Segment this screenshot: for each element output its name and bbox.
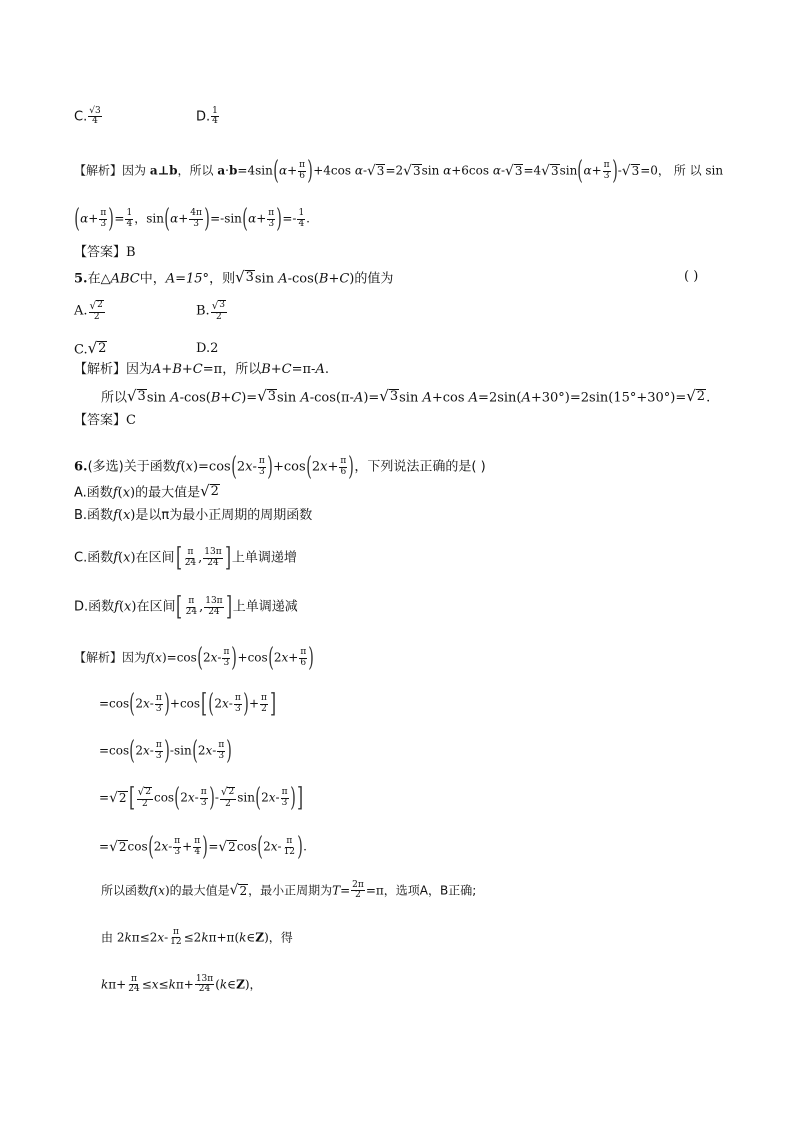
q5-option-a: A. √ 2 2: [74, 299, 103, 322]
q6-option-a: A.函数f(x)的最大值是 √ 2: [74, 482, 219, 501]
q6-option-c: C.函数f(x)在区间[ $\frac{\pi}{24}$ , $\frac{13\pi}{24}$ ]上单调递增: [74, 543, 297, 573]
q5-option-d: D.2: [196, 341, 219, 356]
q5-option-c: C. √ 2: [74, 339, 107, 358]
q6-analysis-line5: = √ 2 cos(2x- $\frac{\pi}{3}$ + $\frac{\pi}{4}$ )= √ 2 cos(2x- $\frac{\pi}{12}$ ).: [99, 832, 307, 862]
q4-option-d: D. $\frac{1}{4}$: [196, 106, 218, 127]
q4-answer: 【答案】B: [74, 245, 136, 260]
q6-option-d: D.函数f(x)在区间[ $\frac{\pi}{24}$ , $\frac{13\pi}{24}$ ]上单调递减: [74, 592, 298, 622]
q6-analysis-line1: 【解析】因为f(x)=cos(2x- $\frac{\pi}{3}$ )+cos(2x+ $\frac{\pi}{6}$ ): [74, 643, 315, 673]
fraction: $\frac{√3}{4}$: [89, 106, 101, 127]
q6-stem: 6.(多选)关于函数f(x)=cos(2x- $\frac{\pi}{3}$ )+cos(2x+ $\frac{\pi}{6}$ )，下列说法正确的是( ): [74, 452, 486, 482]
q6-analysis-line7: 由 2kπ≤2x- $\frac{\pi}{12}$ ≤2kπ+π(k∈Z)，得: [101, 927, 293, 948]
q4-analysis-line1: 【解析】因为 a⊥b，所以 a·b=4sin(α+ $\frac{\pi}{6}$ )+4cos α- √ 3 =2 √ 3 sin α+6cos α- √ 3 =4 √ 3 sin(α+ $\frac{\pi}{3}$ )- √ 3 =0， 所 以 sin: [74, 156, 724, 186]
q5-paren: ( ): [684, 269, 699, 284]
q6-conclusion: 所以函数f(x)的最大值是 √ 2 ，最小正周期为T= $\frac{2\pi}{2}$ =π，选项A，B正确;: [101, 880, 477, 901]
q4-analysis-line2: (α+ $\frac{\pi}{3}$ )= $\frac{1}{4}$ ，sin(α+ $\frac{4\pi}{3}$ )=-sin(α+ $\frac{\pi}{3}$ )=- $\frac{1}{4}$ .: [74, 204, 310, 234]
q5-analysis-line2: 所以 √ 3 sin A-cos(B+C)= √ 3 sin A-cos(π-A)= √ 3 sin A+cos A=2sin(A+30°)=2sin(15°+30°)= √ 2 .: [101, 387, 711, 406]
q6-option-b: B.函数f(x)是以π为最小正周期的周期函数: [74, 508, 313, 523]
q6-analysis-line2: =cos(2x- $\frac{\pi}{3}$ )+cos[(2x- $\frac{\pi}{3}$ )+ $\frac{\pi}{2}$ ]: [99, 689, 277, 719]
q5-option-b: B. √ 3 2: [196, 299, 226, 322]
q6-analysis-line8: kπ+ $\frac{\pi}{24}$ ≤x≤kπ+ $\frac{13\pi}{24}$ (k∈Z)，: [101, 974, 262, 995]
q5-analysis-line1: 【解析】因为A+B+C=π，所以B+C=π-A.: [74, 362, 329, 377]
q6-analysis-line4: = √ 2 [ √ 2 2 cos(2x- $\frac{\pi}{3}$ )- √ 2 2 sin(2x- $\frac{\pi}{3}$ )]: [99, 783, 303, 813]
q4-option-c: C. $\frac{√3}{4}$: [74, 106, 101, 127]
q5-stem: 5.在△ABC中，A=15°，则 √ 3 sin A-cos(B+C)的值为: [74, 268, 394, 287]
fraction: $\frac{1}{4}$: [212, 106, 218, 127]
q5-answer: 【答案】C: [74, 413, 136, 428]
q6-analysis-line3: =cos(2x- $\frac{\pi}{3}$ )-sin(2x- $\frac{\pi}{3}$ ): [99, 736, 233, 766]
